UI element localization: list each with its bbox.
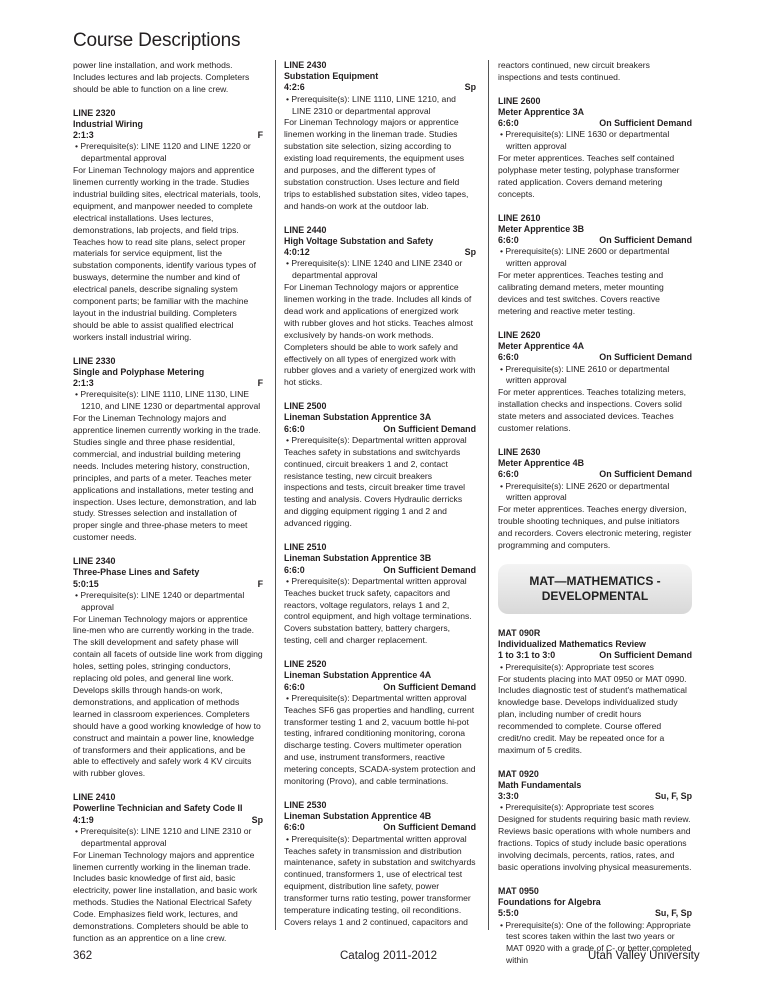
course-title: Math Fundamentals — [498, 780, 582, 791]
course-entry — [284, 60, 476, 213]
course-credits-row — [498, 908, 692, 919]
course-hours: 6:6:0 — [498, 469, 519, 480]
column-divider — [275, 60, 276, 930]
course-entry — [73, 356, 263, 544]
course-term: On Sufficient Demand — [599, 650, 692, 661]
page-number: 362 — [73, 950, 93, 962]
course-entry — [498, 628, 692, 757]
course-term: Su, F, Sp — [655, 791, 692, 802]
course-credits-row — [498, 118, 692, 129]
course-term: On Sufficient Demand — [383, 423, 476, 434]
course-credits-row — [498, 650, 692, 661]
course-credits-row — [73, 378, 263, 389]
course-description: For meter apprentices. Teaches energy diversion, trouble shooting techniques, and pulse initiators and recorders. Covers electronic metering, register programming and computers. — [498, 504, 692, 551]
course-term: On Sufficient Demand — [383, 564, 476, 575]
course-description: Teaches bucket truck safety, capacitors and reactors, voltage regulators, relays 1 and 2, control equipment, and high voltage terminations. Covers substation battery, battery chargers, testing, cell and charger replacement. — [284, 587, 472, 646]
course-hours: 4:1:9 — [73, 814, 94, 825]
course-term: Su, F, Sp — [655, 908, 692, 919]
course-hours: 6:6:0 — [498, 118, 519, 129]
course-code: MAT 090R — [498, 628, 541, 638]
course-description: For students placing into MAT 0950 or MAT 0990. Includes diagnostic test of student's mathematical knowledge base. Develops individualized study plan, including number of credit hours recommended to complete. Course offered credit/no credit. May be repeated once for a maximum of 5 credits. — [498, 673, 687, 755]
course-code: LINE 2330 — [73, 355, 116, 366]
course-code: LINE 2610 — [498, 212, 541, 223]
course-prerequisite: • Prerequisite(s): LINE 1240 and LINE 2340 or departmental approval — [286, 258, 463, 281]
course-credits-row — [284, 822, 476, 833]
continued-text: power line installation, and work methods. Includes lectures and lab projects. Completers should be able to function on a line crew. — [73, 60, 250, 94]
course-description: Teaches SF6 gas properties and handling, current transformer testing 1 and 2, vacuum bottle hi-pot testing, infrared conditioning monitoring, corona discharge testing. Covers multimeter operation and use, instrument transformers, reactive metering concepts, SCADA-system protection and monitoring (Provo), and cable terminations. — [284, 704, 476, 787]
course-term: Sp — [464, 82, 476, 93]
course-hours: 6:6:0 — [284, 822, 305, 833]
course-title: Meter Apprentice 4B — [498, 458, 584, 469]
course-prerequisite: • Prerequisite(s): LINE 2600 or departmental written approval — [500, 246, 670, 269]
course-credits-row — [73, 130, 263, 141]
course-description: For Lineman Technology majors or apprentice linemen working in the lineman trade. Studies substation site selection, sizing according to existing load requirements, the equipment uses and purposes, and the different types of substation construction. Uses lecture and field trips to established substation sites, video tapes, and hands-on work at the outdoor lab. — [284, 117, 469, 211]
course-description: Teaches safety in substations and switchyards continued, circuit breakers 1 and 2, contact resistance testing, new circuit breakers inspections and tests, circuit breaker time travel testing and analysis. Covers Hydraulic derricks and digging equipment rigging 1 and 2 and advanced rigging. — [284, 446, 466, 529]
course-code: LINE 2430 — [284, 60, 327, 70]
course-prerequisite: • Prerequisite(s): Departmental written approval — [286, 575, 467, 586]
course-entry — [498, 96, 692, 201]
course-term: F — [257, 578, 263, 589]
course-code: LINE 2500 — [284, 401, 327, 412]
course-credits-row — [284, 247, 476, 258]
course-code: LINE 2520 — [284, 659, 327, 670]
course-hours: 1 to 3:1 to 3:0 — [498, 650, 556, 661]
course-prerequisite: • Prerequisite(s): LINE 1210 and LINE 2310 or departmental approval — [75, 825, 252, 848]
course-title: Lineman Substation Apprentice 4A — [284, 670, 432, 681]
course-prerequisite: • Prerequisite(s): Appropriate test scores — [500, 802, 654, 813]
course-hours: 4:0:12 — [284, 247, 310, 258]
course-entry — [284, 225, 476, 390]
course-title: Foundations for Algebra — [498, 897, 601, 908]
course-entry — [73, 792, 263, 945]
column-2 — [284, 60, 476, 941]
course-code: MAT 0950 — [498, 885, 539, 896]
course-code: MAT 0920 — [498, 768, 539, 779]
course-term: On Sufficient Demand — [599, 352, 692, 363]
course-prerequisite: • Prerequisite(s): LINE 1240 or departmental approval — [75, 589, 245, 612]
course-code: LINE 2510 — [284, 542, 327, 553]
course-title: Industrial Wiring — [73, 118, 143, 129]
page-title: Course Descriptions — [73, 30, 241, 51]
course-term: On Sufficient Demand — [599, 235, 692, 246]
course-entry — [498, 769, 692, 874]
column-1 — [73, 60, 263, 957]
course-hours: 6:6:0 — [498, 352, 519, 363]
course-credits-row — [284, 82, 476, 93]
course-hours: 5:5:0 — [498, 908, 519, 919]
course-credits-row — [73, 815, 263, 826]
course-prerequisite: • Prerequisite(s): Appropriate test scores — [500, 661, 654, 672]
course-term: On Sufficient Demand — [383, 681, 476, 692]
course-title: Meter Apprentice 3B — [498, 224, 584, 235]
course-prerequisite: • Prerequisite(s): Departmental written approval — [286, 434, 467, 445]
continued-text: reactors continued, new circuit breakers inspections and tests continued. — [498, 60, 650, 82]
course-description: For Lineman Technology majors and apprentice linemen currently working in the lineman trade. Includes basic knowledge of first aid, basic electricity, power line installation, and basic work methods. Studies the National Electrical Safety Code. Emphasizes field work, lectures, and demonstrations. Completers should be able to function as an apprentice on a line crew. — [73, 849, 258, 943]
course-prerequisite: • Prerequisite(s): One of the following: Appropriate test scores taken within the last two years or MAT 0920 with a grade of C- or better completed within — [500, 919, 692, 966]
course-hours: 6:6:0 — [498, 235, 519, 246]
course-code: LINE 2340 — [73, 556, 116, 567]
course-hours: 6:6:0 — [284, 423, 305, 434]
course-credits-row — [498, 352, 692, 363]
course-hours: 4:2:6 — [284, 82, 305, 93]
course-code: LINE 2410 — [73, 792, 116, 803]
course-entry — [284, 401, 476, 530]
course-prerequisite: • Prerequisite(s): Departmental written approval — [286, 692, 467, 703]
course-description: For meter apprentices. Teaches totalizing meters, installation checks and inspections. Covers solid state meters and associated devices. Teaches customer relations. — [498, 387, 687, 434]
course-description: For Lineman Technology majors or apprentice linemen working in the trade. Includes all kinds of dead work and applications of energized work with rubber gloves and hot sticks. Teaches almost exclusively by hands-on work methods. Completers should be able to work safely and effectively on all types of energized work with rubber gloves and a variety of energized work with hot sticks. — [284, 282, 476, 388]
course-term: On Sufficient Demand — [599, 118, 692, 129]
course-prerequisite: • Prerequisite(s): LINE 1120 and LINE 1220 or departmental approval — [75, 141, 251, 164]
course-description: For meter apprentices. Teaches testing and calibrating demand meters, meter mounting devices and test switches. Covers reactive metering and reactive meter testing. — [498, 270, 664, 316]
course-term: F — [257, 378, 263, 389]
course-title: Lineman Substation Apprentice 3B — [284, 553, 432, 564]
column-divider — [488, 60, 489, 930]
course-credits-row — [498, 791, 692, 802]
course-term: On Sufficient Demand — [383, 822, 476, 833]
course-credits-row — [498, 235, 692, 246]
course-term: F — [257, 130, 263, 141]
course-code: LINE 2620 — [498, 329, 541, 340]
course-entry — [498, 330, 692, 435]
course-prerequisite: • Prerequisite(s): LINE 2610 or departmental written approval — [500, 363, 670, 386]
course-code: LINE 2530 — [284, 800, 327, 811]
course-title: Powerline Technician and Safety Code II — [73, 803, 243, 814]
course-title: Substation Equipment — [284, 71, 379, 82]
course-title: Lineman Substation Apprentice 3A — [284, 412, 432, 423]
catalog-label: Catalog 2011-2012 — [340, 950, 437, 962]
course-hours: 5:0:15 — [73, 578, 99, 589]
course-prerequisite: • Prerequisite(s): LINE 1110, LINE 1130, LINE 1210, and LINE 1230 or departmental approval — [75, 389, 261, 412]
course-entry — [73, 108, 263, 344]
course-title: Individualized Mathematics Review — [498, 639, 646, 650]
course-title: Single and Polyphase Metering — [73, 366, 205, 377]
course-prerequisite: • Prerequisite(s): LINE 1630 or departmental written approval — [500, 129, 670, 152]
course-hours: 2:1:3 — [73, 378, 94, 389]
course-term: Sp — [251, 814, 263, 825]
column-3 — [498, 60, 692, 979]
course-entry — [498, 447, 692, 552]
course-entry — [498, 213, 692, 318]
course-credits-row — [284, 424, 476, 435]
course-title: Lineman Substation Apprentice 4B — [284, 811, 432, 822]
course-credits-row — [498, 469, 692, 480]
course-prerequisite: • Prerequisite(s): LINE 2620 or departmental written approval — [500, 480, 670, 503]
course-entry — [284, 542, 476, 647]
course-credits-row — [284, 682, 476, 693]
course-description: For Lineman Technology majors and apprentice linemen currently working in the trade. Studies industrial building sites, electrical materials, tools, equipment, and manpower needed to complete electrical installations. Uses lectures, demonstrations, lab projects, and field trips. Teaches how to read site plans, select proper materials for service equipment, list the substation components, identify various types of busways, determine the number and kind of electrical panels, describe signaling system component parts; be familiar with the machine layout in the industrial building. Completers should be able to assist qualified electrical workers install industrial wiring. — [73, 165, 261, 342]
course-description: For meter apprentices. Teaches self contained polyphase meter testing, polyphase transformer rated application. Covers demand metering concepts. — [498, 153, 680, 199]
course-hours: 6:6:0 — [284, 681, 305, 692]
course-prerequisite: • Prerequisite(s): LINE 1110, LINE 1210, and LINE 2310 or departmental approval — [286, 93, 456, 116]
course-hours: 2:1:3 — [73, 130, 94, 141]
course-description: For Lineman Technology majors or apprentice line-men who are currently working in the trade. The skill development and safety phase will contain all facets of outside line work from digging holes, setting poles, stringing conductors, replacing old poles, and general line work. Develops skills through hands-on work, demonstrations, and application of methods learned in classroom experiences. Completers should have a good working knowledge of how to construct and maintain a power line, knowledge of transformers and their applications, and be able to effectively and safely work 4 KV circuits with rubber gloves. — [73, 613, 263, 779]
course-term: Sp — [464, 247, 476, 258]
course-description: For the Lineman Technology majors and apprentice linemen currently working in the trade. Studies single and three phase residential, commercial, and industrial building metering needs. Includes metering history, construction, principles, and parts of a meter. Teaches meter applications and installations, meter testing and inspection. Uses lecture, demonstration, and lab study. Stresses selection and installation of proper single and three-phase meters to meet customer needs. — [73, 413, 261, 543]
course-term: On Sufficient Demand — [599, 469, 692, 480]
course-code: LINE 2320 — [73, 107, 116, 118]
section-heading: MAT—MATHEMATICS - DEVELOPMENTAL — [498, 564, 692, 614]
course-entry — [73, 556, 263, 780]
course-credits-row — [284, 565, 476, 576]
university-name: Utah Valley University — [588, 950, 700, 962]
course-description: Teaches safety in transmission and distribution maintenance, safety in substation and switchyards continued, transformers 1, use of electrical test equipment, distribution line safety, power transformer turns ratio testing, power transformer temperature indicating testing, oil reconditions. Covers relays 1 and 2 continued, capacitors and — [284, 845, 476, 927]
course-entry — [284, 659, 476, 788]
course-hours: 6:6:0 — [284, 564, 305, 575]
course-prerequisite: • Prerequisite(s): Departmental written approval — [286, 833, 467, 844]
course-credits-row — [73, 579, 263, 590]
course-title: Three-Phase Lines and Safety — [73, 567, 200, 578]
course-title: Meter Apprentice 4A — [498, 341, 584, 352]
course-entry — [284, 800, 476, 929]
course-title: High Voltage Substation and Safety — [284, 235, 434, 246]
course-code: LINE 2600 — [498, 95, 541, 106]
course-code: LINE 2630 — [498, 446, 541, 457]
course-title: Meter Apprentice 3A — [498, 107, 584, 118]
course-hours: 3:3:0 — [498, 791, 519, 802]
course-description: Designed for students requiring basic math review. Reviews basic operations with whole numbers and fractions. Topics of study include basic operations involving decimals, percents, ratios, rates, and basic operations involving physical measurements. — [498, 814, 692, 872]
course-code: LINE 2440 — [284, 224, 327, 235]
